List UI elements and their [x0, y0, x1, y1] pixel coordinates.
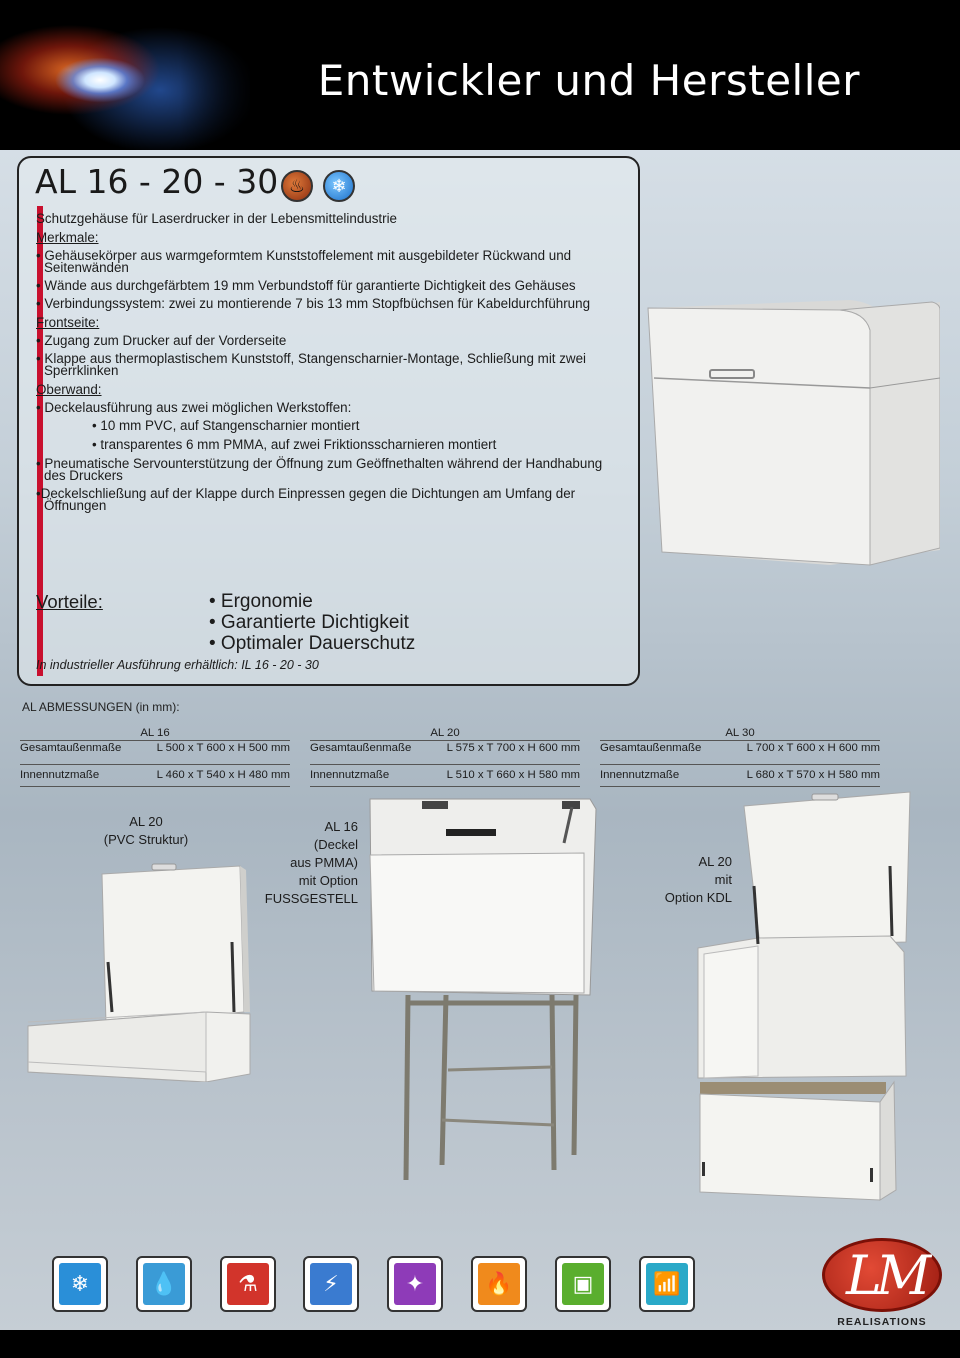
outer-label: Gesamtaußenmaße — [310, 742, 412, 754]
model-name: AL 16 — [140, 727, 170, 739]
snowflake-icon: ❄ — [323, 170, 355, 202]
dimensions-column-al30 — [600, 727, 880, 787]
list-item: • Klappe aus thermoplastischem Kunststoff, Stangenscharnier-Montage, Schließung mit zwei Sperrklinken — [36, 351, 587, 378]
list-item: • Ergonomie — [209, 591, 313, 612]
signal-shielding-icon: 📶 — [639, 1256, 695, 1312]
dimensions-heading: AL ABMESSUNGEN (in mm): — [22, 700, 180, 714]
subtitle: Schutzgehäuse für Laserdrucker in der Lebensmittelindustrie — [36, 211, 398, 226]
section-merkmale: Merkmale: — [36, 230, 99, 245]
dust-protection-icon: ▣ — [555, 1256, 611, 1312]
industrial-note: In industrieller Ausführung erhältlich: IL 16 - 20 - 30 — [36, 658, 319, 672]
list-subitem: • 10 mm PVC, auf Stangenscharnier montiert — [92, 418, 360, 433]
dimensions-column-al16 — [20, 727, 290, 787]
list-item: • Optimaler Dauerschutz — [209, 633, 416, 654]
model-name: AL 30 — [725, 727, 755, 739]
closed-cabinet-image — [640, 290, 940, 570]
inner-label: Innennutzmaße — [310, 769, 390, 781]
dimensions-column-al20 — [310, 727, 580, 787]
fire-protection-icon: ✦ — [387, 1256, 443, 1312]
vorteile-label: Vorteile: — [36, 591, 103, 612]
logo-subtitle: REALISATIONS — [837, 1316, 927, 1328]
cabinet-kdl-image — [694, 786, 916, 1206]
impact-protection-icon: ⚡ — [303, 1256, 359, 1312]
inner-value: L 460 x T 540 x H 480 mm — [156, 769, 290, 781]
caption-left: AL 20 (PVC Struktur) — [103, 814, 189, 847]
outer-label: Gesamtaußenmaße — [600, 742, 702, 754]
model-name: AL 20 — [430, 727, 460, 739]
feature-text — [36, 212, 626, 518]
caption-middle: AL 16 (Deckel aus PMMA) mit Option FUSSGESTELL — [264, 819, 358, 906]
footer-bar — [0, 1330, 960, 1358]
section-oberwand: Oberwand: — [36, 382, 102, 397]
outer-value: L 500 x T 600 x H 500 mm — [156, 742, 290, 754]
product-info-panel — [17, 156, 640, 686]
model-title: AL 16 - 20 - 30 — [35, 162, 279, 201]
outer-value: L 700 x T 600 x H 600 mm — [746, 742, 880, 754]
page-title: Entwickler und Hersteller — [317, 56, 860, 105]
outer-label: Gesamtaußenmaße — [20, 742, 122, 754]
water-protection-icon: 💧 — [136, 1256, 192, 1312]
heat-icon: ♨ — [281, 170, 313, 202]
cabinet-on-stand-image — [362, 795, 602, 1185]
header — [0, 0, 960, 150]
list-subitem: • transparentes 6 mm PMMA, auf zwei Friktionsscharnieren montiert — [92, 437, 497, 452]
list-item: •Deckelschließung auf der Klappe durch Einpressen gegen die Dichtungen am Umfang der Öffnungen — [36, 486, 576, 513]
inner-value: L 680 x T 570 x H 580 mm — [746, 769, 880, 781]
company-logo: LM REALISATIONS — [818, 1238, 946, 1330]
outer-value: L 575 x T 700 x H 600 mm — [446, 742, 580, 754]
caption-right: AL 20 mit Option KDL — [664, 854, 732, 905]
section-frontseite: Frontseite: — [36, 315, 100, 330]
list-item: • Zugang zum Drucker auf der Vorderseite — [36, 333, 287, 348]
inner-label: Innennutzmaße — [20, 769, 100, 781]
list-item: • Gehäusekörper aus warmgeformtem Kunststoffelement mit ausgebildeter Rückwand und Seitenwänden — [36, 248, 572, 275]
cold-protection-icon: ❄ — [52, 1256, 108, 1312]
dimensions-table — [20, 727, 880, 787]
inner-value: L 510 x T 660 x H 580 mm — [446, 769, 580, 781]
inner-label: Innennutzmaße — [600, 769, 680, 781]
list-item: • Verbindungssystem: zwei zu montierende 7 bis 13 mm Stopfbüchsen für Kabeldurchführung — [36, 296, 591, 311]
chemical-protection-icon: ⚗ — [220, 1256, 276, 1312]
list-item: • Garantierte Dichtigkeit — [209, 612, 409, 633]
open-cabinet-image — [22, 862, 252, 1082]
vorteile-list — [209, 591, 415, 654]
list-item: • Pneumatische Servounterstützung der Öffnung zum Geöffnethalten während der Handhabung des Druckers — [36, 456, 603, 483]
list-item: • Deckelausführung aus zwei möglichen Werkstoffen: — [36, 400, 352, 415]
list-item: • Wände aus durchgefärbtem 19 mm Verbundstoff für garantierte Dichtigkeit des Gehäuses — [36, 278, 576, 293]
heat-protection-icon: 🔥 — [471, 1256, 527, 1312]
